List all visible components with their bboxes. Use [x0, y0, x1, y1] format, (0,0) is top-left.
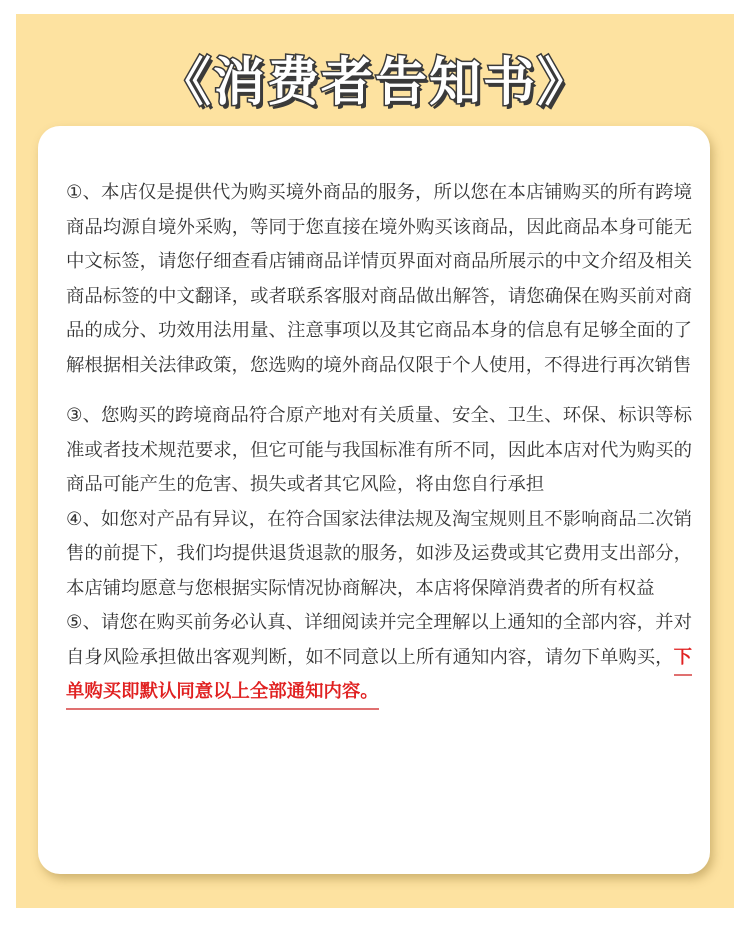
notice-content	[66, 176, 692, 710]
warning-text: 下单购买即默认同意以上全部通知内容。	[66, 647, 692, 711]
notice-paragraph-4: ④、如您对产品有异议，在符合国家法律法规及淘宝规则且不影响商品二次销售的前提下，我们均提供退货退款的服务，如涉及运费或其它费用支出部分，本店铺均愿意与您根据实际情况协商解决，本店将保障消费者的所有权益	[66, 508, 692, 599]
notice-paragraph-5	[66, 606, 692, 710]
page-title: 《消费者告知书》	[158, 53, 591, 113]
title-area	[16, 40, 734, 115]
page-background	[16, 14, 734, 908]
notice-paragraph-1: ①、本店仅是提供代为购买境外商品的服务，所以您在本店铺购买的所有跨境商品均源自境外采购，等同于您直接在境外购买该商品，因此商品本身可能无中文标签，请您仔细查看店铺商品详情页界面对商品所展示的中文介绍及相关商品标签的中文翻译，或者联系客服对商品做出解答，请您确保在购买前对商品的成分、功效用法用量、注意事项以及其它商品本身的信息有足够全面的了解根据相关法律政策，您选购的境外商品仅限于个人使用，不得进行再次销售	[66, 182, 692, 376]
notice-card	[38, 126, 710, 874]
notice-paragraph-5-text: ⑤、请您在购买前务必认真、详细阅读并完全理解以上通知的全部内容，并对自身风险承担做出客观判断，如不同意以上所有通知内容，请勿下单购买，	[66, 612, 692, 668]
notice-paragraph-3: ③、您购买的跨境商品符合原产地对有关质量、安全、卫生、环保、标识等标准或者技术规范要求，但它可能与我国标准有所不同，因此本店对代为购买的商品可能产生的危害、损失或者其它风险，将由您自行承担	[66, 405, 692, 495]
